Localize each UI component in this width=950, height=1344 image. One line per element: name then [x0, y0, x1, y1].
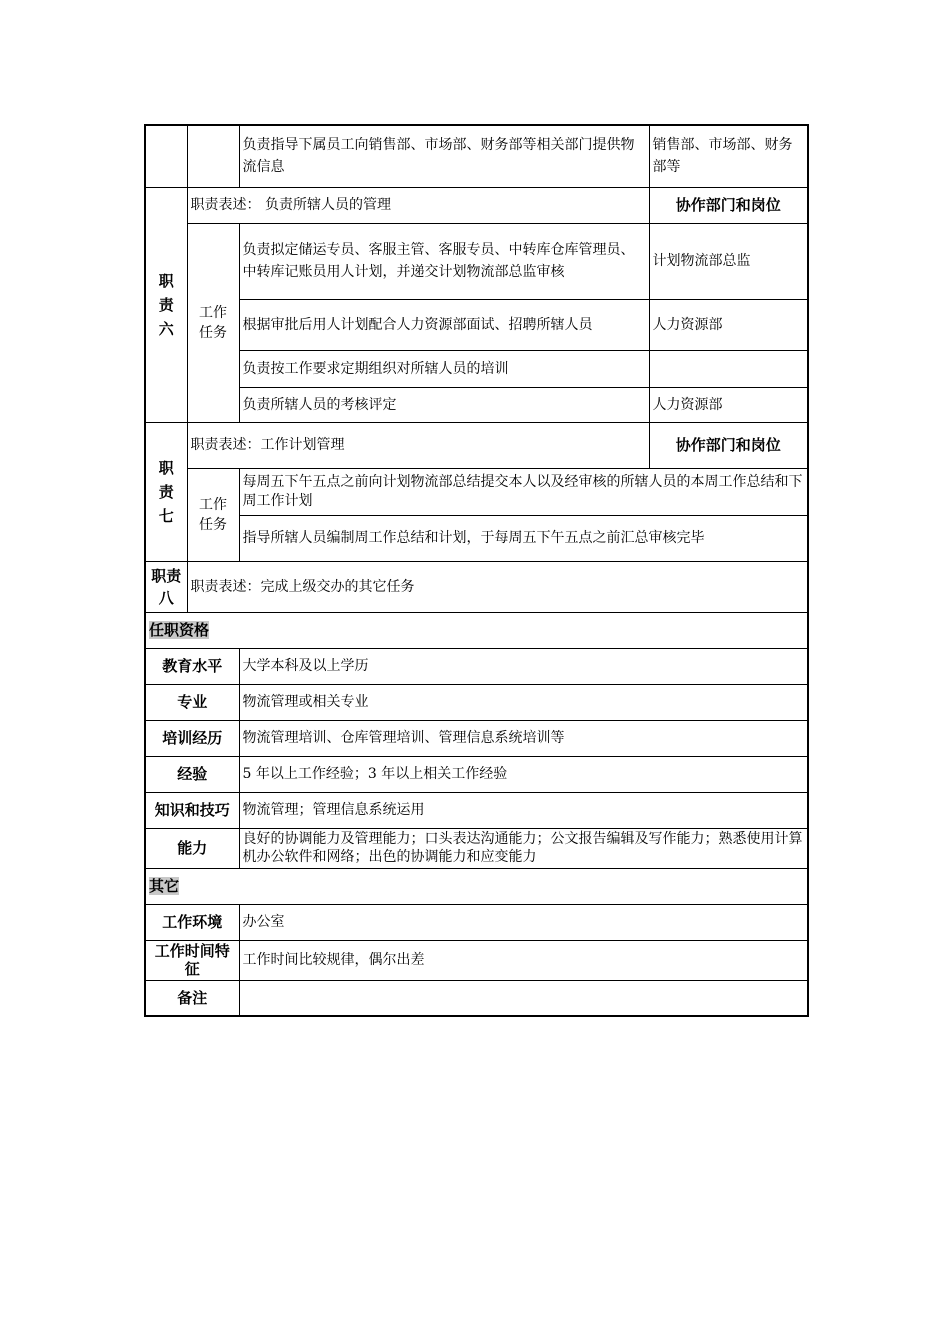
empty-cell — [145, 125, 187, 187]
table-row — [145, 223, 808, 299]
table-row — [145, 125, 808, 187]
table-row — [145, 468, 808, 515]
task-label: 工作 任务 — [187, 223, 239, 422]
coop-dept: 人力资源部 — [649, 299, 808, 350]
coop-header: 协作部门和岗位 — [649, 187, 808, 223]
duty-7-desc: 职责表述：工作计划管理 — [187, 422, 649, 468]
qual-label: 培训经历 — [145, 720, 239, 756]
qual-value: 物流管理或相关专业 — [239, 684, 808, 720]
other-label: 工作环境 — [145, 904, 239, 940]
coop-dept: 人力资源部 — [649, 387, 808, 422]
task-text: 负责拟定储运专员、客服主管、客服专员、中转库仓库管理员、中转库记账员用人计划，并递交计划物流部总监审核 — [239, 223, 649, 299]
qual-value: 大学本科及以上学历 — [239, 648, 808, 684]
qual-label: 能力 — [145, 828, 239, 868]
job-description-table — [144, 124, 809, 1017]
task-text: 每周五下午五点之前向计划物流部总结提交本人以及经审核的所辖人员的本周工作总结和下周工作计划 — [239, 468, 808, 515]
task-text: 负责所辖人员的考核评定 — [239, 387, 649, 422]
other-title: 其它 — [149, 876, 180, 895]
qual-label: 专业 — [145, 684, 239, 720]
job-description-page — [144, 124, 807, 1017]
duty-6-desc: 职责表述： 负责所辖人员的管理 — [187, 187, 649, 223]
table-row — [145, 612, 808, 648]
table-row — [145, 648, 808, 684]
table-row — [145, 515, 808, 561]
qual-label: 经验 — [145, 756, 239, 792]
section-title — [145, 868, 808, 904]
qual-value: 物流管理；管理信息系统运用 — [239, 792, 808, 828]
table-row — [145, 904, 808, 940]
task-text: 指导所辖人员编制周工作总结和计划，于每周五下午五点之前汇总审核完毕 — [239, 515, 808, 561]
table-row — [145, 422, 808, 468]
table-row — [145, 720, 808, 756]
coop-dept: 计划物流部总监 — [649, 223, 808, 299]
qual-label: 知识和技巧 — [145, 792, 239, 828]
task-text: 负责指导下属员工向销售部、市场部、财务部等相关部门提供物流信息 — [239, 125, 649, 187]
qual-value: 物流管理培训、仓库管理培训、管理信息系统培训等 — [239, 720, 808, 756]
table-row — [145, 792, 808, 828]
table-row — [145, 980, 808, 1016]
table-row — [145, 350, 808, 387]
other-value: 办公室 — [239, 904, 808, 940]
qual-value: 5 年以上工作经验；3 年以上相关工作经验 — [239, 756, 808, 792]
table-row — [145, 940, 808, 980]
section-title — [145, 612, 808, 648]
task-text: 根据审批后用人计划配合人力资源部面试、招聘所辖人员 — [239, 299, 649, 350]
other-value — [239, 980, 808, 1016]
table-row — [145, 828, 808, 868]
duty-8-desc: 职责表述：完成上级交办的其它任务 — [187, 561, 808, 612]
table-row — [145, 387, 808, 422]
other-label: 工作时间特征 — [145, 940, 239, 980]
duty-6-label: 职 责 六 — [145, 187, 187, 422]
qualification-title: 任职资格 — [149, 620, 210, 639]
qual-value: 良好的协调能力及管理能力；口头表达沟通能力；公文报告编辑及写作能力；熟悉使用计算机办公软件和网络；出色的协调能力和应变能力 — [239, 828, 808, 868]
coop-header: 协作部门和岗位 — [649, 422, 808, 468]
table-row — [145, 187, 808, 223]
table-row — [145, 299, 808, 350]
duty-8-label: 职责 八 — [145, 561, 187, 612]
table-row — [145, 684, 808, 720]
other-label: 备注 — [145, 980, 239, 1016]
table-row — [145, 756, 808, 792]
coop-dept: 销售部、市场部、财务部等 — [649, 125, 808, 187]
duty-7-label: 职 责 七 — [145, 422, 187, 561]
qual-label: 教育水平 — [145, 648, 239, 684]
other-value: 工作时间比较规律，偶尔出差 — [239, 940, 808, 980]
task-text: 负责按工作要求定期组织对所辖人员的培训 — [239, 350, 649, 387]
coop-dept — [649, 350, 808, 387]
empty-cell — [187, 125, 239, 187]
table-row — [145, 868, 808, 904]
table-row — [145, 561, 808, 612]
task-label: 工作 任务 — [187, 468, 239, 561]
